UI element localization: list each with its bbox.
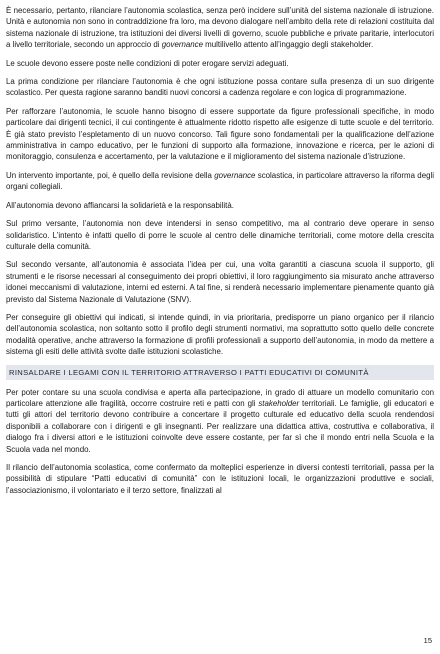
text-run: Il rilancio dell’autonomia scolastica, come confermato da molteplici esperienze in diversi contesti territoriali, passa per la possibilità di stipulare “Patti educativi di comunità” con le istituzioni locali, le organizzazioni produttive e sociali, l’associazionismo, il volontariato e il terzo settore, finalizzati al xyxy=(6,463,434,495)
paragraph xyxy=(6,58,434,69)
paragraph xyxy=(6,106,434,163)
paragraph xyxy=(6,5,434,51)
paragraph xyxy=(6,259,434,305)
text-run: Sul secondo versante, all’autonomia è associata l’idea per cui, una volta garantiti a ciascuna scuola il supporto, gli strumenti e le risorse necessari al conseguimento dei propri obiettivi, il loro raggiungimento sia misurato anche attraverso idonei meccanismi di valutazione, interni ed esterni. A tal fine, si renderà necessario implementare pienamente quanto già previsto dal Sistema Nazionale di Valutazione (SNV). xyxy=(6,260,434,304)
section-heading: RINSALDARE I LEGAMI CON IL TERRITORIO ATTRAVERSO I PATTI EDUCATIVI DI COMUNITÀ xyxy=(6,365,434,380)
section-paragraph-group xyxy=(6,387,434,497)
page-number: 15 xyxy=(423,636,432,645)
paragraph xyxy=(6,387,434,455)
text-run: Per poter contare su una scuola condivisa e aperta alla partecipazione, in grado di attuare un modello comunitario con particolare attenzione alle fragilità, occorre costruire reti e patti con gli xyxy=(6,387,434,408)
text-run: scolastica, in particolare attraverso la riforma degli organi collegiali. xyxy=(6,170,434,192)
text-run: Per conseguire gli obiettivi qui indicati, si intende quindi, in via prioritaria, predisporre un piano organico per il rilancio dell’autonomia scolastica, non soltanto sotto il profilo degli strumenti normativi, ma soprattutto sotto quello delle concrete modalità operative, anche attraverso la formazione di profili professionali a supporto dell’autonomia, in modo da mettere a sistema gli esiti delle attività svolte dalle istituzioni scolastiche. xyxy=(6,312,434,357)
paragraph xyxy=(6,170,434,193)
text-run: territoriali. Le famiglie, gli educatori e tutti gli attori del territorio devono contribuire a concertare il progetto culturale ed educativo della scuola rendendosi disponibili a collaborare con i dirigenti e gli insegnanti. Per realizzare una didattica attiva, costruttiva e collaborativa, il dialogo fra i diversi attori e le istituzioni coinvolte deve essere costante, per far sì che il mondo entri nella Scuola e la Scuola vada nel mondo. xyxy=(6,398,434,454)
italic-term: governance xyxy=(214,170,256,180)
document-body xyxy=(6,5,434,503)
text-run: Sul primo versante, l’autonomia non deve intendersi in senso competitivo, ma al contrario deve operare in senso solidaristico. L’intento è infatti quello di porre le scuole al centro delle dinamiche territoriali, come motore della crescita culturale della comunità. xyxy=(6,219,434,251)
text-run: La prima condizione per rilanciare l’autonomia è che ogni istituzione possa contare sulla presenza di un suo dirigente scolastico. Per questa ragione saranno banditi nuovi concorsi a cadenza regolare e con logica di programmazione. xyxy=(6,77,434,98)
text-run: Per rafforzare l’autonomia, le scuole hanno bisogno di essere supportate da figure professionali specifiche, in modo particolare dai dirigenti tecnici, il cui contingente è attualmente ridotto rispetto alle esigenze di tutte scuole e del territorio. È già stato previsto l’espletamento di un nuovo concorso. Tali figure sono fondamentali per la qualificazione dell’azione amministrativa in campo educativo, per le funzioni di supporto alla formazione, innovazione e ricerca, per le azioni di monitoraggio, consulenza e accertamento, per la valutazione e il miglioramento del sistema nazionale d’istruzione. xyxy=(6,106,434,162)
text-run: All’autonomia devono affiancarsi la solidarietà e la responsabilità. xyxy=(6,200,234,210)
paragraph xyxy=(6,312,434,358)
paragraph xyxy=(6,218,434,252)
text-run: Le scuole devono essere poste nelle condizioni di poter erogare servizi adeguati. xyxy=(6,58,289,68)
text-run: È necessario, pertanto, rilanciare l’autonomia scolastica, senza però incidere sull’unità del sistema nazionale di istruzione. Unità e autonomia non sono in contraddizione fra loro, ma devono dialogare nell’ambito della rete di relazioni costituita dal sistema nazionale di istruzione, tra istituzioni dei diversi livelli di governo, scuole pubbliche e private paritarie, interlocutori a livello territoriale, secondo un approccio di xyxy=(6,6,434,50)
text-run: multilivello attento all’ingaggio degli stakeholder. xyxy=(202,40,374,50)
paragraph xyxy=(6,462,434,496)
paragraph xyxy=(6,200,434,211)
italic-term: governance xyxy=(161,40,203,50)
paragraph-group xyxy=(6,5,434,358)
italic-term: stakeholder xyxy=(258,398,300,408)
text-run: Un intervento importante, poi, è quello della revisione della xyxy=(6,170,215,180)
paragraph xyxy=(6,76,434,99)
